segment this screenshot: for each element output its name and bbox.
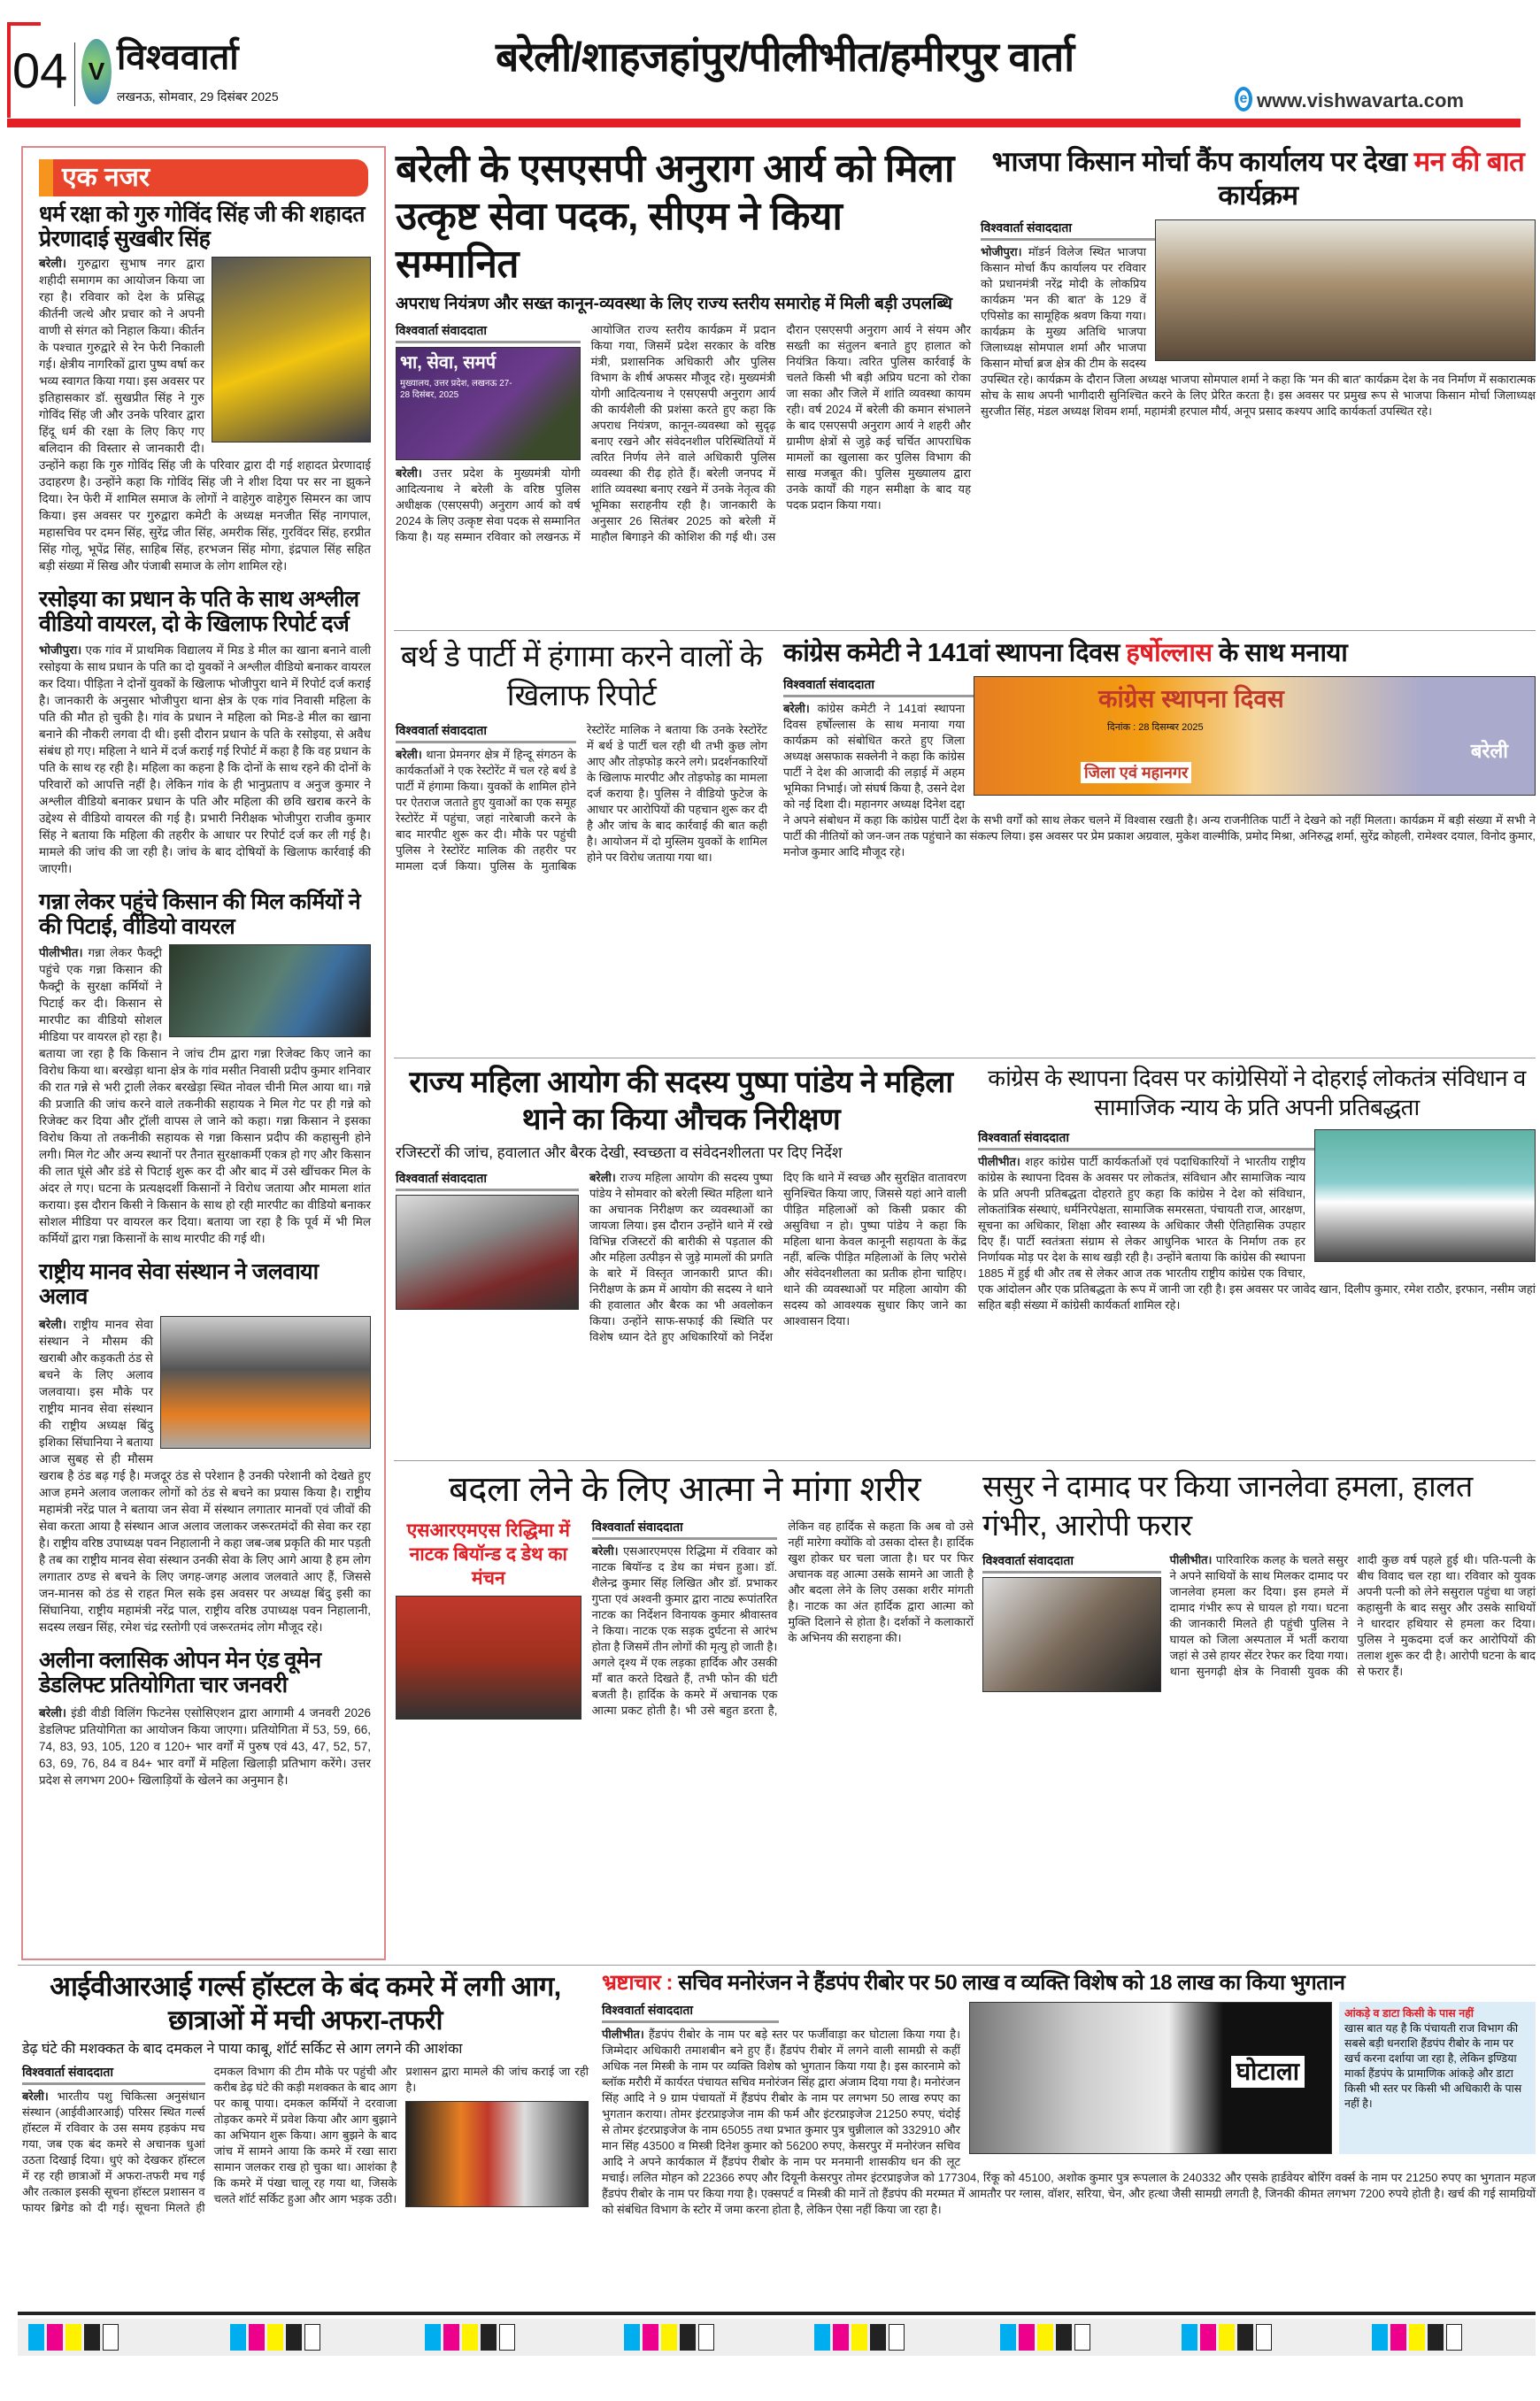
atma-article: बदला लेने के लिए आत्मा ने मांगा शरीर एसआरएमएस रिद्धिमा में नाटक बियॉन्ड द डेथ का मंचन विश्ववार्ता संवाददाता बरेली। एसआरएमएस रिद्धिमा में रविवार को नाटक बियॉन्ड द डेथ का मंचन हुआ। डॉ. शैलेन्द्र कुमार सिंह लिखित और डॉ. प्रभाकर गुप्ता एवं अश्वनी कुमार द्वारा नाट्य रूपांतरित नाटक का निर्देशन विनायक कुमार श्रीवास्तव ने किया। नाटक एक सड़क दुर्घटना से आरंभ होता है जिसमें तीन लोगों की मृत्यु हो जाती है। अगले दृश्य में एक लड़का हार्दिक और उसकी माँ बात करते दिखते हैं, तभी फोन की घंटी बजती है। हार्दिक के कमरे में अचानक एक आत्मा प्रकट होती है। भी उसे बहुत डरता है, लेकिन वह हार्दिक से कहता कि अब वो उसे नहीं मारेगा क्योंकि वो उसका दोस्त है। हार्दिक खुश होकर घर चला जाता है। घर पर फिर अचानक वह आत्मा उसके सामने आ जाती है और बदला लेने के लिए उसका शरीर मांगती है। नाटक का अंत हार्दिक द्वारा आत्मा को मुक्ति दिलाने से होता है। दर्शकों ने कलाकारों के अभिनय की सराहना की। <box>396 1467 974 1720</box>
color-swatch <box>624 2324 640 2351</box>
scam-info-box <box>1339 2002 1536 2154</box>
web-icon: e <box>1235 87 1252 112</box>
photo-mann-ki-baat-audience <box>1155 219 1536 361</box>
photo-cm-honours-ssp <box>396 347 581 460</box>
byline: विश्ववार्ता संवाददाता <box>22 2064 205 2085</box>
photo-drama-stage <box>396 1596 581 1720</box>
mahila-headline: राज्य महिला आयोग की सदस्य पुष्पा पांडेय ने महिला थाने का किया औचक निरीक्षण <box>409 1066 953 1136</box>
row-divider <box>394 1460 1536 1461</box>
photo-injured-man <box>982 1577 1161 1692</box>
congress-headline: कांग्रेस कमेटी ने 141वां स्थापना दिवस हर्षोल्लास के साथ मनाया <box>783 639 1348 667</box>
color-swatch <box>481 2324 497 2351</box>
color-registration-mark <box>1000 2324 1090 2351</box>
color-swatch <box>499 2324 515 2351</box>
color-swatch <box>1182 2324 1197 2351</box>
color-swatch <box>833 2324 849 2351</box>
headline: गन्ना लेकर पहुंचे किसान की मिल कर्मियों ने की पिटाई, वीडियो वायरल <box>39 889 361 939</box>
byline: विश्ववार्ता संवाददाता <box>978 1129 1536 1150</box>
dateline: लखनऊ, सोमवार, 29 दिसंबर 2025 <box>117 89 279 104</box>
photo-handpump-scam <box>969 2002 1332 2154</box>
birthday-article: बर्थ डे पार्टी में हंगामा करने वालों के खिलाफ रिपोर्ट विश्ववार्ता संवाददाता बरेली। थाना प्रेमनगर क्षेत्र में हिन्दू संगठन के कार्यकर्ताओं ने एक रेस्टोरेंट में चल रहे बर्थ डे पार्टी में हंगामा किया। युवकों के शामिल होने पर ऐतराज जताते हुए युवाओं का एक समूह रेस्टोरेंट में पहुंचा, जहां नारेबाजी करने के बाद मारपीट शुरू कर दी। मौके पर पहुंची पुलिस ने रेस्टोरेंट मालिक की तहरीर पर मामला दर्ज किया। पुलिस के मुताबिक रेस्टोरेंट मालिक ने बताया कि उनके रेस्टोरेंट में बर्थ डे पार्टी चल रही थी तभी कुछ लोग आए और तोड़फोड़ करने लगे। प्रदर्शनकारियों के खिलाफ मारपीट और तोड़फोड़ का मामला दर्ज कराया है। पुलिस ने वीडियो फुटेज के आधार पर आरोपियों की पहचान शुरू कर दी है और जांच के बाद कार्रवाई की बात कही है। आयोजन में दो मुस्लिम युवकों के शामिल होने पर विरोध जताया गया था। <box>396 637 767 874</box>
color-swatch <box>1428 2324 1444 2351</box>
color-registration-mark <box>1182 2324 1272 2351</box>
color-registration-mark <box>1372 2324 1462 2351</box>
headline: धर्म रक्षा को गुरु गोविंद सिंह जी की शहादत प्रेरणादाई सुखबीर सिंह <box>39 202 366 251</box>
color-swatch <box>1372 2324 1388 2351</box>
scam-headline: भ्रष्टाचार : सचिव मनोरंजन ने हैंडपंप रीबोर पर 50 लाख व व्यक्ति विशेष को 18 लाख का किया भुगतान <box>602 1971 1345 1995</box>
photo-congress-foundation-day <box>974 676 1536 796</box>
color-swatch <box>680 2324 696 2351</box>
article-body: शहर कांग्रेस पार्टी कार्यकर्ताओं एवं पदाधिकारियों ने भारतीय राष्ट्रीय कांग्रेस के स्थापना दिवस के अवसर पर लोकतंत्र, संविधान और सामाजिक न्याय के प्रति अपनी प्रतिबद्धता दोहराते हुए कहा कि कांग्रेस ने देश को संविधान, लोकतांत्रिक संस्थाएं, धर्मनिरपेक्षता, सामाजिक समरसता, पंचायती राज, आरक्षण, सूचना का अधिकार, शिक्षा और स्वास्थ्य के अधिकार जैसी ऐतिहासिक उपहार दिए हैं। पार्टी स्वतंत्रता संग्राम से लेकर आधुनिक भारत के निर्माण तक हर निर्णायक मोड़ पर देश के साथ खड़ी रही है। उन्होंने बताया कि कांग्रेस की स्थापना 1885 में हुई थी और तब से लेकर आज तक भारतीय राष्ट्रीय कांग्रेस एक विचार, एक आंदोलन और एक प्रतिबद्धता के रूप में जानी जा रही है। इस अवसर पर जावेद खान, दिलीप कुमार, रमेश राठौर, इरफान, नसीम जहां सहित बड़ी संख्या में कांग्रेसी कार्यकर्ता शामिल रहे। <box>978 1155 1536 1312</box>
scam-article: भ्रष्टाचार : सचिव मनोरंजन ने हैंडपंप रीबोर पर 50 लाख व व्यक्ति विशेष को 18 लाख का किया भुगतान घोटाला आंकड़े व डाटा किसी के पास नहीं खास बात यह है कि पंचायती राज विभाग की सबसे बड़ी धनराशि हैंडपंप रीबोर के नाम पर खर्च करना दर्शाया जा रहा है, लेकिन इण्डिया मार्का हैंडपंप के प्रामाणिक आंकड़े और डाटा किसी भी स्तर पर किसी भी अधिकारी के पास नहीं है। विश्ववार्ता संवाददाता पीलीभीत। हैंडपंप रीबोर के नाम पर बड़े स्तर पर फर्जीवाड़ा कर घोटाला किया गया है। जिम्मेदार अधिकारी तमाशबीन बने हुए हैं। हैंडपंप रीबोर में लगने वाली सामग्री से कहीं अधिक नल मिस्त्री के नाम पर व्यक्ति विशेष को भुगतान किया गया है। इस कारनामे को ब्लॉक मरौरी में कार्यरत पंचायत सचिव मनोरंजन सिंह द्वारा अंजाम दिया गया है। मनोरंजन सिंह आदि ने 9 ग्राम पंचायतों में हैंडपंप रीबोर के नाम पर लगभग 50 लाख रुपए का भुगतान कराया। तोमर इंटरप्राइजेज नाम की फर्म और इंटरप्राइजेज 21250 रुपए, चंदोई से तोमर इंटरप्राइजेज के नाम 65055 तथा प्रभात कुमार पुत्र चुन्नीलाल को 332910 और मान सिंह 43500 व मिस्त्री दिनेश कुमार को 56200 रुपए, केसरपुर में मनोरंजन सचिव आदि ने अपने कार्यकाल में हैंडपंप रीबोर के नाम पर मनमानी शासकीय धन की लूट मचाई। ललित मोहन को 22366 रुपए और दियूनी केसरपुर तोमर इंटरप्राइजेज को 177304, रिंकू को 45100, अशोक कुमार पुत्र रूपलाल के 240332 और एसके हार्डवेयर बोरिंग वर्क्स के नाम पर 21250 रुपए का भुगतान महज हैंडपंप रीबोर के नाम पर किया गया है। एक्सपर्ट व मिस्त्री की मानें तो हैंडपंप की मरम्मत में आमतौर पर ग्लास, वॉशर, सरिया, चेन, और हत्था जैसी सामग्री लगती है, जिनकी कीमत लगभग 7200 रुपये होती है। खर्च की गई सामग्रियों को संबंधित विभाग के स्टोर में जमा करना होता है, लेकिन ऐसा नहीं किया जा रहा है। <box>602 1971 1536 2216</box>
sasur-headline: ससुर ने दामाद पर किया जानलेवा हमला, हालत गंभीर, आरोपी फरार <box>982 1470 1473 1543</box>
bjp-article: भाजपा किसान मोर्चा कैंप कार्यालय पर देखा मन की बात कार्यक्रम विश्ववार्ता संवाददाता भोजीपुरा। मॉडर्न विलेज स्थित भाजपा किसान मोर्चा कैंप कार्यालय पर रविवार को प्रधानमंत्री नरेंद्र मोदी के लोकप्रिय कार्यक्रम 'मन की बात' के 129 वें एपिसोड का सामूहिक श्रवण किया गया। कार्यक्रम के मुख्य अतिथि भाजपा जिलाध्यक्ष सोमपाल शर्मा और भाजपा किसान मोर्चा ब्रज क्षेत्र की टीम के सदस्य उपस्थित रहे। कार्यक्रम के दौरान जिला अध्यक्ष भाजपा सोमपाल शर्मा ने कहा कि 'मन की बात' कार्यक्रम देश के नव निर्माण में सकारात्मक सोच के साथ अपनी भागीदारी सुनिश्चित करने के लिए प्रेरित करता है। इस अवसर पर प्रमुख रूप से भाजपा किसान मोर्चा जिलाध्यक्ष सुरजीत सिंह, मंडल अध्यक्ष शिवम शर्मा, महामंत्री हरपाल मौर्य, अनूप प्रसाद कश्यप आदि कार्यकर्ता उपस्थित रहे। <box>981 146 1536 418</box>
color-registration-mark <box>28 2324 119 2351</box>
color-swatch <box>1409 2324 1425 2351</box>
atma-headline: बदला लेने के लिए आत्मा ने मांगा शरीर <box>448 1470 921 1509</box>
story-rasoiya: रसोइया का प्रधान के पति के साथ अश्लील वीडियो वायरल, दो के खिलाफ रिपोर्ट दर्ज भोजीपुरा। एक गांव में प्राथमिक विद्यालय में मिड डे मील का खाना बनाने वाली रसोइया के साथ प्रधान के पति का दो युवकों ने अश्लील वीडियो बनाकर वायरल कर दिया। पीड़िता ने दोनों युवकों के खिलाफ भोजीपुरा थाने में रिपोर्ट दर्ज कराई है। जानकारी के अनुसार भोजीपुरा थाना क्षेत्र के एक गांव निवासी महिला के पति की मौत हो चुकी है। गांव के प्रधान ने महिला को मिड-डे मील का खाना बनाने की नौकरी लगवा दी थी। इसी दौरान प्रधान के पति के रसोइया, से अवैध संबंध हो गए। महिला ने थाने में दर्ज कराई गई रिपोर्ट में कहा है कि वह प्रधान के पति के साथ रह रही है। महिला का कहना है कि दोनों के साथ रहने की दोनों के परिवारों को आपत्ति नहीं है। लेकिन गांव के ही भानुप्रताप व अनुज कुमार ने अश्लील वीडियो बनाकर प्रधान के पति और महिला की छवि खराब करने के उद्देश्य से वीडियो वायरल की गई है। प्रभारी निरीक्षक भोजीपुरा राजीव कुमार सिंह ने बताया कि महिला की तहरीर के आधार पर रिपोर्ट दर्ज कर ली गई है। मामले की जांच की जा रही है। जांच के बाद दोषियों के खिलाफ कार्रवाई की जाएगी। <box>39 587 371 875</box>
page-number: 04 <box>12 42 68 98</box>
color-swatch <box>65 2324 81 2351</box>
color-swatch <box>443 2324 459 2351</box>
article-body: पारिवारिक कलह के चलते ससुर ने अपने साथियों के साथ मिलकर दामाद पर जानलेवा हमला कर दिया। इस हमले में दामाद गंभीर रूप से घायल हो गया। घटना की जानकारी मिलते ही पहुंची पुलिस ने घायल को जिला अस्पताल में भर्ती कराया जहां से उसे हायर सेंटर रेफर कर दिया गया। थाना सुनगढ़ी क्षेत्र के निवासी युवक की शादी कुछ वर्ष पहले हुई थी। पति-पत्नी के बीच विवाद चल रहा था। रविवार को युवक अपनी पत्नी को लेने ससुराल पहुंचा था जहां कहासुनी के बाद ससुर और उसके साथियों ने धारदार हथियार से हमला कर दिया। पुलिस ने मुकदमा दर्ज कर आरोपियों की तलाश शुरू कर दी है। आरोपी घटना के बाद से फरार हैं। <box>1169 1553 1536 1678</box>
color-registration-mark <box>230 2324 320 2351</box>
lead-subhead: अपराध नियंत्रण और सख्त कानून-व्यवस्था के लिए राज्य स्तरीय समारोह में मिली बड़ी उपलब्धि <box>396 295 952 313</box>
constitution-article: कांग्रेस के स्थापना दिवस पर कांग्रेसियों ने दोहराई लोकतंत्र संविधान व सामाजिक न्याय के प्रति अपनी प्रतिबद्धता विश्ववार्ता संवाददाता पीलीभीत। शहर कांग्रेस पार्टी कार्यकर्ताओं एवं पदाधिकारियों ने भारतीय राष्ट्रीय कांग्रेस के स्थापना दिवस के अवसर पर लोकतंत्र, संविधान और सामाजिक न्याय के प्रति अपनी प्रतिबद्धता दोहराते हुए कहा कि कांग्रेस ने देश को संविधान, लोकतांत्रिक संस्थाएं, धर्मनिरपेक्षता, सामाजिक समरसता, पंचायती राज, आरक्षण, सूचना का अधिकार, शिक्षा और स्वास्थ्य के अधिकार जैसी ऐतिहासिक उपहार दिए हैं। पार्टी स्वतंत्रता संग्राम से लेकर आधुनिक भारत के निर्माण तक हर निर्णायक मोड़ पर देश के साथ खड़ी रही है। उन्होंने बताया कि कांग्रेस की स्थापना 1885 में हुई थी और तब से लेकर आज तक भारतीय राष्ट्रीय कांग्रेस एक विचार, एक आंदोलन और एक प्रतिबद्धता के रूप में जानी जा रही है। इस अवसर पर जावेद खान, दिलीप कुमार, रमेश राठौर, इरफान, नसीम जहां सहित बड़ी संख्या में कांग्रेसी कार्यकर्ता शामिल रहे। <box>978 1065 1536 1312</box>
mahila-article: राज्य महिला आयोग की सदस्य पुष्पा पांडेय ने महिला थाने का किया औचक निरीक्षण रजिस्टरों की जांच, हवालात और बैरक देखी, स्वच्छता व संवेदनशीलता पर दिए निर्देश विश्ववार्ता संवाददाता बरेली। राज्य महिला आयोग की सदस्य पुष्पा पांडेय ने सोमवार को बरेली स्थित महिला थाने का अचानक निरीक्षण कर व्यवस्थाओं का जायजा लिया। इस दौरान उन्होंने थाने में रखे विभिन्न रजिस्टरों की बारीकी से पड़ताल की और महिला उत्पीड़न से जुड़े मामलों की प्रगति के बारे में विस्तृत जानकारी प्राप्त की। निरीक्षण के क्रम में आयोग की सदस्य ने थाने की हवालात और बैरक का भी अवलोकन किया। उन्होंने साफ-सफाई की स्थिति पर विशेष ध्यान देते हुए अधिकारियों को निर्देश दिए कि थाने में स्वच्छ और सुरक्षित वातावरण सुनिश्चित किया जाए, जिससे यहां आने वाली पीड़ित महिलाओं को किसी प्रकार की असुविधा न हो। पुष्पा पांडेय ने कहा कि महिला थाना केवल कानूनी सहायता के केंद्र नहीं, बल्कि पीड़ित महिलाओं के लिए भरोसे और संवेदनशीलता का प्रतीक होना चाहिए। थाने की व्यवस्थाओं पर महिला आयोग की सदस्य को आवश्यक सुधार किए जाने का आश्वासन दिया। <box>396 1066 966 1343</box>
byline: विश्ववार्ता संवाददाता <box>982 1552 1161 1574</box>
byline: विश्ववार्ता संवाददाता <box>396 722 576 743</box>
article-body: हैंडपंप रीबोर के नाम पर बड़े स्तर पर फर्जीवाड़ा कर घोटाला किया गया है। जिम्मेदार अधिकारी तमाशबीन बने हुए हैं। हैंडपंप रीबोर में लगने वाली सामग्री से कहीं अधिक नल मिस्त्री के नाम पर व्यक्ति विशेष को भुगतान किया गया है। इस कारनामे को ब्लॉक मरौरी में कार्यरत पंचायत सचिव मनोरंजन सिंह द्वारा अंजाम दिया गया है। मनोरंजन सिंह आदि ने 9 ग्राम पंचायतों में हैंडपंप रीबोर के नाम पर लगभग 50 लाख रुपए का भुगतान कराया। तोमर इंटरप्राइजेज नाम की फर्म और इंटरप्राइजेज 21250 रुपए, चंदोई से तोमर इंटरप्राइजेज के नाम 65055 तथा प्रभात कुमार पुत्र चुन्नीलाल को 332910 और मान सिंह 43500 व मिस्त्री दिनेश कुमार को 56200 रुपए, केसरपुर में मनोरंजन सचिव आदि ने अपने कार्यकाल में हैंडपंप रीबोर के नाम पर मनमानी शासकीय धन की लूट मचाई। ललित मोहन को 22366 रुपए और दियूनी केसरपुर तोमर इंटरप्राइजेज को 177304, रिंकू को 45100, अशोक कुमार पुत्र रूपलाल के 240332 और एसके हार्डवेयर बोरिंग वर्क्स के नाम पर 21250 रुपए का भुगतान महज हैंडपंप रीबोर के नाम पर किया गया है। एक्सपर्ट व मिस्त्री की मानें तो हैंडपंप की मरम्मत में आमतौर पर ग्लास, वॉशर, सरिया, चेन, और हत्था जैसी सामग्री लगती है, जिनकी कीमत लगभग 7200 रुपये होती है। खर्च की गई सामग्रियों को संबंधित विभाग के स्टोर में जमा करना होता है, लेकिन ऐसा नहीं किया जा रहा है। <box>602 2028 1536 2216</box>
color-registration-mark <box>425 2324 515 2351</box>
box-body: खास बात यह है कि पंचायती राज विभाग की सबसे बड़ी धनराशि हैंडपंप रीबोर के नाम पर खर्च करना दर्शाया जा रहा है, लेकिन इण्डिया मार्का हैंडपंप के प्रामाणिक आंकड़े और डाटा किसी भी स्तर पर किसी भी अधिकारी के पास नहीं है। <box>1344 2022 1522 2110</box>
story-alav: राष्ट्रीय मानव सेवा संस्थान ने जलवाया अलाव बरेली। राष्ट्रीय मानव सेवा संस्थान ने मौसम की खराबी और कड़कती ठंड से बचने के लिए अलाव जलवाया। इस मौके पर राष्ट्रीय मानव सेवा संस्थान की राष्ट्रीय अध्यक्ष बिंदु इशिका सिंघानिया ने बताया आज सुबह से ही मौसम खराब है ठंड बढ़ गई है। मजदूर ठंड से परेशान है उनकी परेशानी को देखते हुए आज हमने अलाव जलाकर लोगों को ठंड से बचने का प्रयास किया है। राष्ट्रीय महामंत्री नरेंद्र पाल ने बताया जन सेवा में संस्थान लगातार मानवों एवं जीवों की सेवा करता आया है संस्थान आज अलाव जलाकर जरूरतमंदों की सेवा कर रहा है। राष्ट्रीय वरिष्ठ उपाध्यक्ष पवन निहालानी ने कहा जब-जब प्रकृति की मार पड़ती है तब का राष्ट्रीय मानव सेवा संस्थान उनकी सेवा के लिए आगे आया है हम लोग लगातार ठण्ड से बचने के लिए जगह-जगह अलाव जलवाते आए हैं, जिससे जन-मानस को ठंड से राहत मिल सके इस अवसर पर अध्यक्ष बिंदु इसी का सिंघानिया, राष्ट्रीय महामंत्री नरेंद्र पाल, राष्ट्रीय वरिष्ठ उपाध्यक्ष पवन निहालानी, सदस्य लखन सिंह, रमेश चंद्र रस्तोगी एवं जरूरतमंद लोग मौजूद रहे। <box>39 1259 371 1634</box>
color-swatch <box>698 2324 714 2351</box>
header-red-rule <box>7 119 1521 127</box>
color-swatch <box>643 2324 658 2351</box>
article-body: राष्ट्रीय मानव सेवा संस्थान ने मौसम की खराबी और कड़कती ठंड से बचने के लिए अलाव जलवाया। इस मौके पर राष्ट्रीय मानव सेवा संस्थान की राष्ट्रीय अध्यक्ष बिंदु इशिका सिंघानिया ने बताया आज सुबह से ही मौसम खराब है ठंड बढ़ गई है। मजदूर ठंड से परेशान है उनकी परेशानी को देखते हुए आज हमने अलाव जलाकर लोगों को ठंड से बचने का प्रयास किया है। राष्ट्रीय महामंत्री नरेंद्र पाल ने बताया जन सेवा में संस्थान लगातार मानवों एवं जीवों की सेवा करता आया है संस्थान आज अलाव जलाकर जरूरतमंदों की सेवा कर रहा है। राष्ट्रीय वरिष्ठ उपाध्यक्ष पवन निहालानी ने कहा जब-जब प्रकृति की मार पड़ती है तब का राष्ट्रीय मानव सेवा संस्थान उनकी सेवा के लिए आगे आया है हम लोग लगातार ठण्ड से बचने के लिए जगह-जगह अलाव जलवाते आए हैं, जिससे जन-मानस को ठंड से राहत मिल सके इस अवसर पर अध्यक्ष बिंदु इसी का सिंघानिया, राष्ट्रीय महामंत्री नरेंद्र पाल, राष्ट्रीय वरिष्ठ उपाध्यक्ष पवन निहालानी, सदस्य लखन सिंह, रमेश चंद्र रस्तोगी एवं जरूरतमंद लोग मौजूद रहे। <box>39 1318 371 1634</box>
color-swatch <box>1000 2324 1016 2351</box>
ek-nazar-banner <box>39 159 368 196</box>
article-body: राज्य महिला आयोग की सदस्य पुष्पा पांडेय ने सोमवार को बरेली स्थित महिला थाने का अचानक निरीक्षण कर व्यवस्थाओं का जायजा लिया। इस दौरान उन्होंने थाने में रखे विभिन्न रजिस्टरों की बारीकी से पड़ताल की और महिला उत्पीड़न से जुड़े मामलों की प्रगति के बारे में विस्तृत जानकारी प्राप्त की। निरीक्षण के क्रम में आयोग की सदस्य ने थाने की हवालात और बैरक का भी अवलोकन किया। उन्होंने साफ-सफाई की स्थिति पर विशेष ध्यान देते हुए अधिकारियों को निर्देश दिए कि थाने में स्वच्छ और सुरक्षित वातावरण सुनिश्चित किया जाए, जिससे यहां आने वाली पीड़ित महिलाओं को किसी प्रकार की असुविधा न हो। पुष्पा पांडेय ने कहा कि महिला थाना केवल कानूनी सहायता के केंद्र नहीं, बल्कि पीड़ित महिलाओं के लिए भरोसे और संवेदनशीलता का प्रतीक होना चाहिए। थाने की व्यवस्थाओं पर महिला आयोग की सदस्य को आवश्यक सुधार किए जाने का आश्वासन दिया। <box>589 1171 966 1343</box>
scam-kicker: भ्रष्टाचार : <box>602 1971 674 1995</box>
lead-article <box>396 145 971 545</box>
ek-nazar-label: एक नजर <box>62 163 150 192</box>
photo-mahila-thana-inspection <box>396 1195 579 1310</box>
banner-venue: जिला एवं महानगर <box>1081 762 1191 783</box>
color-swatch <box>1037 2324 1053 2351</box>
article-body: गुरुद्वारा सुभाष नगर द्वारा शहीदी समागम का आयोजन किया जा रहा है। रविवार को देश के प्रसिद्ध कीर्तनी जत्थे और प्रचार को ने अपनी वाणी से संगत को निहाल किया। कीर्तन के पश्चात गुरुद्वारे से रेन फेरी निकाली गई। क्षेत्रीय नागरिकों द्वारा पुष्प वर्षा कर भव्य स्वागत किया गया। इस अवसर पर इतिहासकार डॉ. सुखप्रीत सिंह ने गुरु गोविंद सिंह जी और उनके परिवार द्वारा हिंदू धर्म की रक्षा के लिए किए गए बलिदान की विस्तार से जानकारी दी। उन्होंने कहा कि गुरु गोविंद सिंह जी के परिवार द्वारा दी गई शहादत प्रेरणादाई उदाहरण है। उन्होंने कहा कि गोविंद सिंह जी ने शीश दिया पर सर ना झुकने दिया। रेन फेरी में शामिल समाज के लोगों ने वाहेगुरु वाहेगुरु सिमरन का जाप किया। इस अवसर पर गुरुद्वारा कमेटी के अध्यक्ष मनजीत सिंह नागपाल, महासचिव पर दमन सिंह, सुरेंद्र जीत सिंह, अमरीक सिंह, गुरविंदर सिंह, हरप्रीत सिंह गोलू, भूपेंद्र सिंह, साहिब सिंह, हरभजन सिंह मोगा, इंद्रपाल सिंह सहित बड़ी संख्या में सिख और पंजाबी समाज के लोग शामिल रहे। <box>39 257 371 573</box>
byline: विश्ववार्ता संवाददाता <box>602 2002 779 2023</box>
section-title: बरेली/शाहजहांपुर/पीलीभीत/हमीरपुर वार्ता <box>496 34 1074 80</box>
mahila-subhead: रजिस्टरों की जांच, हवालात और बैरक देखी, स्वच्छता व संवेदनशीलता पर दिए निर्देश <box>396 1144 843 1161</box>
photo-banner-text: भा, सेवा, समर्प <box>400 353 497 373</box>
scam-photo-label: घोटाला <box>1231 2056 1305 2088</box>
article-body: थाना प्रेमनगर क्षेत्र में हिन्दू संगठन के कार्यकर्ताओं ने एक रेस्टोरेंट में चल रहे बर्थ डे पार्टी में हंगामा किया। युवकों के शामिल होने पर ऐतराज जताते हुए युवाओं का एक समूह रेस्टोरेंट में पहुंचा, जहां नारेबाजी करने के बाद मारपीट शुरू कर दी। मौके पर पहुंची पुलिस ने रेस्टोरेंट मालिक की तहरीर पर मामला दर्ज किया। पुलिस के मुताबिक रेस्टोरेंट मालिक ने बताया कि उनके रेस्टोरेंट में बर्थ डे पार्टी चल रही थी तभी कुछ लोग आए और तोड़फोड़ करने लगे। प्रदर्शनकारियों के खिलाफ मारपीट और तोड़फोड़ का मामला दर्ज कराया है। पुलिस ने वीडियो फुटेज के आधार पर आरोपियों की पहचान शुरू कर दी है और जांच के बाद कार्रवाई की बात कही है। आयोजन में दो मुस्लिम युवकों के शामिल होने पर विरोध जताया गया था। <box>396 723 767 873</box>
row-divider <box>394 630 1536 631</box>
article-body: भारतीय पशु चिकित्सा अनुसंधान संस्थान (आईवीआरआई) परिसर स्थित गर्ल्स हॉस्टल में रविवार के उस समय हड़कंप मच गया, जब एक बंद कमरे से अचानक धुआं उठता दिखाई दिया। धुएं को देखकर हॉस्टल में रह रही छात्राओं में अफरा-तफरी मच गई और तत्काल इसकी सूचना हॉस्टल प्रशासन व फायर ब्रिगेड को दी गई। सूचना मिलते ही दमकल विभाग की टीम मौके पर पहुंची और करीब डेढ़ घंटे की कड़ी मशक्कत के बाद आग पर काबू पाया। दमकल कर्मियों ने दरवाजा तोड़कर कमरे में प्रवेश किया और आग बुझाने का अभियान शुरू किया। आग बुझने के बाद जांच में सामने आया कि कमरे में रखा सारा सामान जलकर राख हो चुका था। आशंका है कि कमरे में पंखा चालू रह गया था, जिसके चलते शॉर्ट सर्किट हुआ और आग भड़क उठी। प्रशासन द्वारा मामले की जांच कराई जा रही है। <box>22 2065 589 2214</box>
byline: विश्ववार्ता संवाददाता <box>592 1519 778 1540</box>
atma-red-subhead: एसआरएमएस रिद्धिमा में नाटक बियॉन्ड द डेथ का मंचन <box>406 1520 570 1589</box>
color-swatch <box>286 2324 302 2351</box>
lead-columns: विश्ववार्ता संवाददाता भा, सेवा, समर्प मुख्यालय, उत्तर प्रदेश, लखनऊ 27-28 दिसंबर, 2025 बरेली। उत्तर प्रदेश के मुख्यमंत्री योगी आदित्यनाथ ने बरेली के वरिष्ठ पुलिस अधीक्षक (एसएसपी) अनुराग आर्य को वर्ष 2024 के लिए उत्कृष्ट सेवा पदक से सम्मानित किया है। यह सम्मान रविवार को लखनऊ में आयोजित राज्य स्तरीय कार्यक्रम में प्रदान किया गया, जिसमें प्रदेश सरकार के वरिष्ठ मंत्री, प्रशासनिक अधिकारी और पुलिस विभाग के शीर्ष अफसर मौजूद रहे। मुख्यमंत्री योगी आदित्यनाथ ने एसएसपी अनुराग आर्य की कार्यशैली की प्रशंसा करते हुए कहा कि अपराध नियंत्रण, कानून-व्यवस्था को सुदृढ़ बनाए रखने और संवेदनशील परिस्थितियों में त्वरित निर्णय लेने वाले अधिकारी पुलिस व्यवस्था की रीढ़ होते हैं। बरेली जनपद में शांति व्यवस्था बनाए रखने में उनके नेतृत्व की भूमिका सराहनीय रही है। जानकारी के अनुसार 26 सितंबर 2025 को बरेली में माहौल बिगाड़ने की कोशिश की गई थी। उस दौरान एसएसपी अनुराग आर्य ने संयम और सख्ती का संतुलन बनाते हुए हालात को नियंत्रित किया। त्वरित पुलिस कार्रवाई के चलते किसी भी बड़ी अप्रिय घटना को रोका जा सका और जिले में शांति व्यवस्था कायम रही। वर्ष 2024 में बरेली की कमान संभालने के बाद एसएसपी अनुराग आर्य ने शहरी और ग्रामीण क्षेत्रों से जुड़े कई चर्चित आपराधिक मामलों का खुलासा कर पुलिस विभाग की साख मजबूत की। पुलिस मुख्यालय द्वारा उनके कार्यों की गहन समीक्षा के बाद यह पदक प्रदान किया गया। <box>396 323 971 543</box>
article-body: उत्तर प्रदेश के मुख्यमंत्री योगी आदित्यनाथ ने बरेली के वरिष्ठ पुलिस अधीक्षक (एसएसपी) अनुराग आर्य को वर्ष 2024 के लिए उत्कृष्ट सेवा पदक से सम्मानित किया है। यह सम्मान रविवार को लखनऊ में आयोजित राज्य स्तरीय कार्यक्रम में प्रदान किया गया, जिसमें प्रदेश सरकार के वरिष्ठ मंत्री, प्रशासनिक अधिकारी और पुलिस विभाग के शीर्ष अफसर मौजूद रहे। मुख्यमंत्री योगी आदित्यनाथ ने एसएसपी अनुराग आर्य की कार्यशैली की प्रशंसा करते हुए कहा कि अपराध नियंत्रण, कानून-व्यवस्था को सुदृढ़ बनाए रखने और संवेदनशील परिस्थितियों में त्वरित निर्णय लेने वाले अधिकारी पुलिस व्यवस्था की रीढ़ होते हैं। बरेली जनपद में शांति व्यवस्था बनाए रखने में उनके नेतृत्व की भूमिका सराहनीय रही है। जानकारी के अनुसार 26 सितंबर 2025 को बरेली में माहौल बिगाड़ने की कोशिश की गई थी। उस दौरान एसएसपी अनुराग आर्य ने संयम और सख्ती का संतुलन बनाते हुए हालात को नियंत्रित किया। त्वरित पुलिस कार्रवाई के चलते किसी भी बड़ी अप्रिय घटना को रोका जा सका और जिले में शांति व्यवस्था कायम रही। वर्ष 2024 में बरेली की कमान संभालने के बाद एसएसपी अनुराग आर्य ने शहरी और ग्रामीण क्षेत्रों से जुड़े कई चर्चित आपराधिक मामलों का खुलासा कर पुलिस विभाग की साख मजबूत की। पुलिस मुख्यालय द्वारा उनके कार्यों की गहन समीक्षा के बाद यह पदक प्रदान किया गया। <box>396 323 971 543</box>
article-body: एसआरएमएस रिद्धिमा में रविवार को नाटक बियॉन्ड द डेथ का मंचन हुआ। डॉ. शैलेन्द्र कुमार सिंह लिखित और डॉ. प्रभाकर गुप्ता एवं अश्वनी कुमार द्वारा नाट्य रूपांतरित नाटक का निर्देशन विनायक कुमार श्रीवास्तव ने किया। नाटक एक सड़क दुर्घटना से आरंभ होता है जिसमें तीन लोगों की मृत्यु हो जाती है। अगले दृश्य में एक लड़का हार्दिक और उसकी माँ बात करते दिखते हैं, तभी फोन की घंटी बजती है। हार्दिक के कमरे में अचानक एक आत्मा प्रकट होती है। भी उसे बहुत डरता है, लेकिन वह हार्दिक से कहता कि अब वो उसे नहीं मारेगा क्योंकि वो उसका दोस्त है। हार्दिक खुश होकर घर चला जाता है। घर पर फिर अचानक वह आत्मा उसके सामने आ जाती है और बदला लेने के लिए उसका शरीर मांगती है। नाटक का अंत हार्दिक द्वारा आत्मा को मुक्ति दिलाने से होता है। दर्शकों ने कलाकारों के अभिनय की सराहना की। <box>591 1520 974 1717</box>
color-swatch <box>1219 2324 1235 2351</box>
paper-name: विश्ववार्ता <box>117 38 239 77</box>
byline: विश्ववार्ता संवाददाता <box>396 1170 579 1191</box>
website-link[interactable]: www.vishwavarta.com <box>1257 89 1464 112</box>
color-swatch <box>28 2324 44 2351</box>
birthday-headline: बर्थ डे पार्टी में हंगामा करने वालों के खिलाफ रिपोर्ट <box>400 640 763 712</box>
headline: राष्ट्रीय मानव सेवा संस्थान ने जलवाया अलाव <box>39 1259 319 1309</box>
article-body: मॉडर्न विलेज स्थित भाजपा किसान मोर्चा कैंप कार्यालय पर रविवार को प्रधानमंत्री नरेंद्र मोदी के लोकप्रिय कार्यक्रम 'मन की बात' के 129 वें एपिसोड का सामूहिक श्रवण किया गया। कार्यक्रम के मुख्य अतिथि भाजपा जिलाध्यक्ष सोमपाल शर्मा और भाजपा किसान मोर्चा ब्रज क्षेत्र की टीम के सदस्य उपस्थित रहे। कार्यक्रम के दौरान जिला अध्यक्ष भाजपा सोमपाल शर्मा ने कहा कि 'मन की बात' कार्यक्रम देश के नव निर्माण में सकारात्मक सोच के साथ अपनी भागीदारी सुनिश्चित करने के लिए प्रेरित करता है। इस अवसर पर प्रमुख रूप से भाजपा किसान मोर्चा जिलाध्यक्ष सुरजीत सिंह, मंडल अध्यक्ष शिवम शर्मा, महामंत्री हरपाल मौर्य, अनूप प्रसाद कश्यप आदि कार्यकर्ता उपस्थित रहे। <box>981 245 1536 418</box>
banner-date: दिनांक : 28 दिसम्बर 2025 <box>1107 722 1204 733</box>
color-swatch <box>230 2324 246 2351</box>
ivri-subhead: डेढ़ घंटे की मशक्कत के बाद दमकल ने पाया काबू, शॉर्ट सर्किट से आग लगने की आशंका <box>22 2042 463 2057</box>
color-swatch <box>870 2324 886 2351</box>
lead-headline: बरेली के एसएसपी अनुराग आर्य को मिला उत्कृष्ट सेवा पदक, सीएम ने किया सम्मानित <box>396 147 954 286</box>
logo-icon: V <box>81 39 112 104</box>
color-swatch <box>103 2324 119 2351</box>
article-body: इंडी वीडी विलिंग फिटनेस एसोसिएशन द्वारा आगामी 4 जनवरी 2026 डेडलिफ्ट प्रतियोगिता का आयोजन किया जाएगा। प्रतियोगिता में 53, 59, 66, 74, 83, 93, 105, 120 व 120+ भार वर्गों में पुरुष एवं 43, 47, 52, 57, 63, 69, 76, 84 व 84+ भार वर्गों में महिला खिलाड़ी प्रतिभाग करेंगे। उत्तर प्रदेश से लगभग 200+ खिलाड़ियों के खेलने का अनुमान है। <box>39 1706 371 1787</box>
color-swatch <box>1390 2324 1406 2351</box>
photo-caption-text: मुख्यालय, उत्तर प्रदेश, लखनऊ 27-28 दिसंबर, 2025 <box>400 379 512 400</box>
photo-hostel-fire <box>405 2101 589 2207</box>
ivri-headline: आईवीआरआई गर्ल्स हॉस्टल के बंद कमरे में लगी आग, छात्राओं में मची अफरा-तफरी <box>50 1971 561 2035</box>
color-swatch <box>1200 2324 1216 2351</box>
color-swatch <box>1256 2324 1272 2351</box>
color-swatch <box>249 2324 265 2351</box>
row-divider <box>18 1965 1536 1966</box>
color-registration-mark <box>624 2324 714 2351</box>
photo-congress-office <box>1314 1129 1536 1262</box>
article-body: कांग्रेस कमेटी ने 141वां स्थापना दिवस हर्षोल्लास के साथ मनाया गया कार्यक्रम को संबोधित करते हुए जिला अध्यक्ष असफाक सक्लेनी ने कहा कि कांग्रेस पार्टी ने देश की आजादी की लड़ाई में अहम भूमिका निभाई। जो संघर्ष किया है, उसने देश को नई दिशा दी। महानगर अध्यक्ष दिनेश दद्दा ने अपने संबोधन में कहा कि कांग्रेस पार्टी देश के सभी वर्गों को साथ लेकर चलने में विश्वास रखती है। अन्य राजनीतिक पार्टी ने देखने को नहीं मिलता। कार्यक्रम में बड़ी संख्या में सभी ने पार्टी की नीतियों को जन-जन तक पहुंचाने का संकल्प लिया। इस अवसर पर प्रेम प्रकाश अग्रवाल, मुकेश वाल्मीकि, प्रमोद मिश्रा, अनिरुद्ध शर्मा, सुरेंद्र कोहली, रामेश्वर दयाल, विनोद कुमार, मनोज कुमार आदि मौजूद रहे। <box>783 702 1536 858</box>
color-swatch <box>851 2324 867 2351</box>
ek-nazar-stories <box>39 202 371 1789</box>
color-swatch <box>1019 2324 1035 2351</box>
color-swatch <box>1056 2324 1072 2351</box>
color-swatch <box>84 2324 100 2351</box>
color-swatch <box>1074 2324 1090 2351</box>
banner-city: बरेली <box>1470 740 1508 762</box>
article-body: गन्ना लेकर फैक्ट्री पहुंचे एक गन्ना किसान की फैक्ट्री के सुरक्षा कर्मियों ने पिटाई कर दी। किसान से मारपीट का वीडियो सोशल मीडिया पर वायरल हो रहा है। बताया जा रहा है कि किसान ने जांच टीम द्वारा गन्ना रिजेक्ट किए जाने का विरोध किया था। बरखेड़ा थाना क्षेत्र के गांव मसीत निवासी प्रदीप कुमार शनिवार की रात गन्ने से भरी ट्राली लेकर बरखेड़ा स्थित नोवल चीनी मिल आया था। गन्ने की प्रजाति की जांच करने वाले तकनीकी सहायक ने मिल गेट पर ही गन्ने को रिजेक्ट कर दिया और ट्रॉली वापस ले जाने को कहा। गन्ना किसान ने इसका विरोध किया तो तकनीकी सहायक से गन्ना किसान प्रदीप की कहासुनी होने लगी। मिल गेट और अन्य स्थानों पर तैनात सुरक्षाकर्मी एकत्र हो गए और किसान की लात घूंसे और डंडे से पिटाई शुरू कर दी और बाद में उसे खींचकर मिल के अंदर ले गए। घटना के प्रत्यक्षदर्शी किसानों ने विरोध जताया और मामला शांत कराया। इस दौरान किसी ने किसान के साथ हो रही मारपीट का वीडियो बनाकर सोशल मीडिया पर वायरल कर दिया। बताया जा रहा है कि पूर्व में भी मिल कर्मियों द्वारा गन्ना किसानों के साथ मारपीट की गई थी। <box>39 946 371 1245</box>
color-swatch <box>462 2324 478 2351</box>
photo-farmer-beating <box>169 944 371 1037</box>
photo-bonfire <box>160 1316 371 1449</box>
ivri-article: आईवीआरआई गर्ल्स हॉस्टल के बंद कमरे में लगी आग, छात्राओं में मची अफरा-तफरी डेढ़ घंटे की मशक्कत के बाद दमकल ने पाया काबू, शॉर्ट सर्किट से आग लगने की आशंका विश्ववार्ता संवाददाता बरेली। भारतीय पशु चिकित्सा अनुसंधान संस्थान (आईवीआरआई) परिसर स्थित गर्ल्स हॉस्टल में रविवार के उस समय हड़कंप मच गया, जब एक बंद कमरे से अचानक धुआं उठता दिखाई दिया। धुएं को देखकर हॉस्टल में रह रही छात्राओं में अफरा-तफरी मच गई और तत्काल इसकी सूचना हॉस्टल प्रशासन व फायर ब्रिगेड को दी गई। सूचना मिलते ही दमकल विभाग की टीम मौके पर पहुंची और करीब डेढ़ घंटे की कड़ी मशक्कत के बाद आग पर काबू पाया। दमकल कर्मियों ने दरवाजा तोड़कर कमरे में प्रवेश किया और आग बुझाने का अभियान शुरू किया। आग बुझने के बाद जांच में सामने आया कि कमरे में रखा सारा सामान जलकर राख हो चुका था। आशंका है कि कमरे में पंखा चालू रह गया था, जिसके चलते शॉर्ट सर्किट हुआ और आग भड़क उठी। प्रशासन द्वारा मामले की जांच कराई जा रही है। <box>22 1971 589 2214</box>
story-deadlift: अलीना क्लासिक ओपन मेन एंड वूमेन डेडलिफ्ट प्रतियोगिता चार जनवरी बरेली। इंडी वीडी विलिंग फिटनेस एसोसिएशन द्वारा आगामी 4 जनवरी 2026 डेडलिफ्ट प्रतियोगिता का आयोजन किया जाएगा। प्रतियोगिता में 53, 59, 66, 74, 83, 93, 105, 120 व 120+ भार वर्गों में पुरुष एवं 43, 47, 52, 57, 63, 69, 76, 84 व 84+ भार वर्गों में महिला खिलाड़ी प्रतिभाग करेंगे। उत्तर प्रदेश से लगभग 200+ खिलाड़ियों के खेलने का अनुमान है। <box>39 1648 371 1787</box>
constitution-headline: कांग्रेस के स्थापना दिवस पर कांग्रेसियों ने दोहराई लोकतंत्र संविधान व सामाजिक न्याय के प्रति अपनी प्रतिबद्धता <box>988 1065 1526 1120</box>
color-swatch <box>47 2324 63 2351</box>
headline: रसोइया का प्रधान के पति के साथ अश्लील वीडियो वायरल, दो के खिलाफ रिपोर्ट दर्ज <box>39 587 359 636</box>
color-swatch <box>814 2324 830 2351</box>
color-registration-mark <box>814 2324 905 2351</box>
color-swatch <box>889 2324 905 2351</box>
sasur-article: ससुर ने दामाद पर किया जानलेवा हमला, हालत गंभीर, आरोपी फरार विश्ववार्ता संवाददाता पीलीभीत। पारिवारिक कलह के चलते ससुर ने अपने साथियों के साथ मिलकर दामाद पर जानलेवा हमला कर दिया। इस हमले में दामाद गंभीर रूप से घायल हो गया। घटना की जानकारी मिलते ही पहुंची पुलिस ने घायल को जिला अस्पताल में भर्ती कराया जहां से उसे हायर सेंटर रेफर कर दिया गया। थाना सुनगढ़ी क्षेत्र के निवासी युवक की शादी कुछ वर्ष पहले हुई थी। पति-पत्नी के बीच विवाद चल रहा था। रविवार को युवक अपनी पत्नी को लेने ससुराल पहुंचा था जहां कहासुनी के बाद ससुर और उसके साथियों ने धारदार हथियार से हमला कर दिया। पुलिस ने मुकदमा दर्ज कर आरोपियों की तलाश शुरू कर दी है। आरोपी घटना के बाद से फरार हैं। <box>982 1467 1536 1692</box>
box-title: आंकड़े व डाटा किसी के पास नहीं <box>1344 2007 1475 2020</box>
color-swatch <box>304 2324 320 2351</box>
banner-text: कांग्रेस स्थापना दिवस <box>1098 685 1284 712</box>
color-swatch <box>1446 2324 1462 2351</box>
headline: अलीना क्लासिक ओपन मेन एंड वूमेन डेडलिफ्ट प्रतियोगिता चार जनवरी <box>39 1648 321 1697</box>
byline: विश्ववार्ता संवाददाता <box>396 322 581 343</box>
color-swatch <box>267 2324 283 2351</box>
article-body: एक गांव में प्राथमिक विद्यालय में मिड डे मील का खाना बनाने वाली रसोइया के साथ प्रधान के पति का दो युवकों ने अश्लील वीडियो बनाकर वायरल कर दिया। पीड़िता ने दोनों युवकों के खिलाफ भोजीपुरा थाने में रिपोर्ट दर्ज कराई है। जानकारी के अनुसार भोजीपुरा थाना क्षेत्र के एक गांव निवासी महिला के पति की मौत हो चुकी है। गांव के प्रधान ने महिला को मिड-डे मील का खाना बनाने की नौकरी लगवा दी थी। इसी दौरान प्रधान के पति के रसोइया, से अवैध संबंध हो गए। महिला ने थाने में दर्ज कराई गई रिपोर्ट में कहा है कि वह प्रधान के पति के साथ रह रही है। महिला का कहना है कि दोनों के साथ रहने की दोनों के परिवारों को आपत्ति नहीं है। लेकिन गांव के ही भानुप्रताप व अनुज कुमार ने अश्लील वीडियो बनाकर प्रधान के पति और महिला की छवि खराब करने के उद्देश्य से वीडियो वायरल की गई है। प्रभारी निरीक्षक भोजीपुरा राजीव कुमार सिंह ने बताया कि महिला की तहरीर के आधार पर रिपोर्ट दर्ज कर ली गई है। मामले की जांच की जा रही है। जांच के बाद दोषियों के खिलाफ कार्रवाई की जाएगी। <box>39 643 371 875</box>
story-gurudwara: धर्म रक्षा को गुरु गोविंद सिंह जी की शहादत प्रेरणादाई सुखबीर सिंह बरेली। गुरुद्वारा सुभाष नगर द्वारा शहीदी समागम का आयोजन किया जा रहा है। रविवार को देश के प्रसिद्ध कीर्तनी जत्थे और प्रचार को ने अपनी वाणी से संगत को निहाल किया। कीर्तन के पश्चात गुरुद्वारे से रेन फेरी निकाली गई। क्षेत्रीय नागरिकों द्वारा पुष्प वर्षा कर भव्य स्वागत किया गया। इस अवसर पर इतिहासकार डॉ. सुखप्रीत सिंह ने गुरु गोविंद सिंह जी और उनके परिवार द्वारा हिंदू धर्म की रक्षा के लिए किए गए बलिदान की विस्तार से जानकारी दी। उन्होंने कहा कि गुरु गोविंद सिंह जी के परिवार द्वारा दी गई शहादत प्रेरणादाई उदाहरण है। उन्होंने कहा कि गोविंद सिंह जी ने शीश दिया पर सर ना झुकने दिया। रेन फेरी में शामिल समाज के लोगों ने वाहेगुरु वाहेगुरु सिमरन का जाप किया। इस अवसर पर गुरुद्वारा कमेटी के अध्यक्ष मनजीत सिंह नागपाल, महासचिव पर दमन सिंह, सुरेंद्र जीत सिंह, अमरीक सिंह, गुरविंदर सिंह, हरप्रीत सिंह गोलू, भूपेंद्र सिंह, साहिब सिंह, हरभजन सिंह मोगा, इंद्रपाल सिंह सहित बड़ी संख्या में सिख और पंजाबी समाज के लोग शामिल रहे। <box>39 202 371 573</box>
scam-media-band <box>969 2002 1536 2154</box>
congress-article: कांग्रेस कमेटी ने 141वां स्थापना दिवस हर्षोल्लास के साथ मनाया कांग्रेस स्थापना दिवस दिनांक : 28 दिसम्बर 2025 जिला एवं महानगर बरेली विश्ववार्ता संवाददाता बरेली। कांग्रेस कमेटी ने 141वां स्थापना दिवस हर्षोल्लास के साथ मनाया गया कार्यक्रम को संबोधित करते हुए जिला अध्यक्ष असफाक सक्लेनी ने कहा कि कांग्रेस पार्टी ने देश की आजादी की लड़ाई में अहम भूमिका निभाई। जो संघर्ष किया है, उसने देश को नई दिशा दी। महानगर अध्यक्ष दिनेश दद्दा ने अपने संबोधन में कहा कि कांग्रेस पार्टी देश के सभी वर्गों को साथ लेकर चलने में विश्वास रखती है। अन्य राजनीतिक पार्टी ने देखने को नहीं मिलता। कार्यक्रम में बड़ी संख्या में सभी ने पार्टी की नीतियों को जन-जन तक पहुंचाने का संकल्प लिया। इस अवसर पर प्रेम प्रकाश अग्रवाल, मुकेश वाल्मीकि, प्रमोद मिश्रा, अनिरुद्ध शर्मा, सुरेंद्र कोहली, रामेश्वर दयाल, विनोद कुमार, मनोज कुमार आदि मौजूद रहे। <box>783 639 1536 858</box>
header-divider <box>74 42 75 106</box>
photo-flag-procession <box>212 257 371 442</box>
bjp-headline: भाजपा किसान मोर्चा कैंप कार्यालय पर देखा मन की बात कार्यक्रम <box>991 146 1525 211</box>
color-swatch <box>425 2324 441 2351</box>
byline: विश्ववार्ता संवाददाता <box>981 219 1536 241</box>
story-ganna: गन्ना लेकर पहुंचे किसान की मिल कर्मियों ने की पिटाई, वीडियो वायरल पीलीभीत। गन्ना लेकर फैक्ट्री पहुंचे एक गन्ना किसान की फैक्ट्री के सुरक्षा कर्मियों ने पिटाई कर दी। किसान से मारपीट का वीडियो सोशल मीडिया पर वायरल हो रहा है। बताया जा रहा है कि किसान ने जांच टीम द्वारा गन्ना रिजेक्ट किए जाने का विरोध किया था। बरखेड़ा थाना क्षेत्र के गांव मसीत निवासी प्रदीप कुमार शनिवार की रात गन्ने से भरी ट्राली लेकर बरखेड़ा स्थित नोवल चीनी मिल आया था। गन्ने की प्रजाति की जांच करने वाले तकनीकी सहायक ने मिल गेट पर ही गन्ने को रिजेक्ट कर दिया और ट्रॉली वापस ले जाने को कहा। गन्ना किसान ने इसका विरोध किया तो तकनीकी सहायक से गन्ना किसान प्रदीप की कहासुनी होने लगी। मिल गेट और अन्य स्थानों पर तैनात सुरक्षाकर्मी एकत्र हो गए और किसान की लात घूंसे और डंडे से पिटाई शुरू कर दी और बाद में उसे खींचकर मिल के अंदर ले गए। घटना के प्रत्यक्षदर्शी किसानों ने विरोध जताया और मामला शांत कराया। इस दौरान किसी ने किसान के साथ हो रही मारपीट का वीडियो बनाकर सोशल मीडिया पर वायरल कर दिया। बताया जा रहा है कि पूर्व में भी मिल कर्मियों द्वारा गन्ना किसानों के साथ मारपीट की गई थी। <box>39 889 371 1245</box>
byline: विश्ववार्ता संवाददाता <box>783 676 1536 697</box>
color-swatch <box>661 2324 677 2351</box>
footer-rule <box>18 2312 1536 2315</box>
color-swatch <box>1237 2324 1253 2351</box>
